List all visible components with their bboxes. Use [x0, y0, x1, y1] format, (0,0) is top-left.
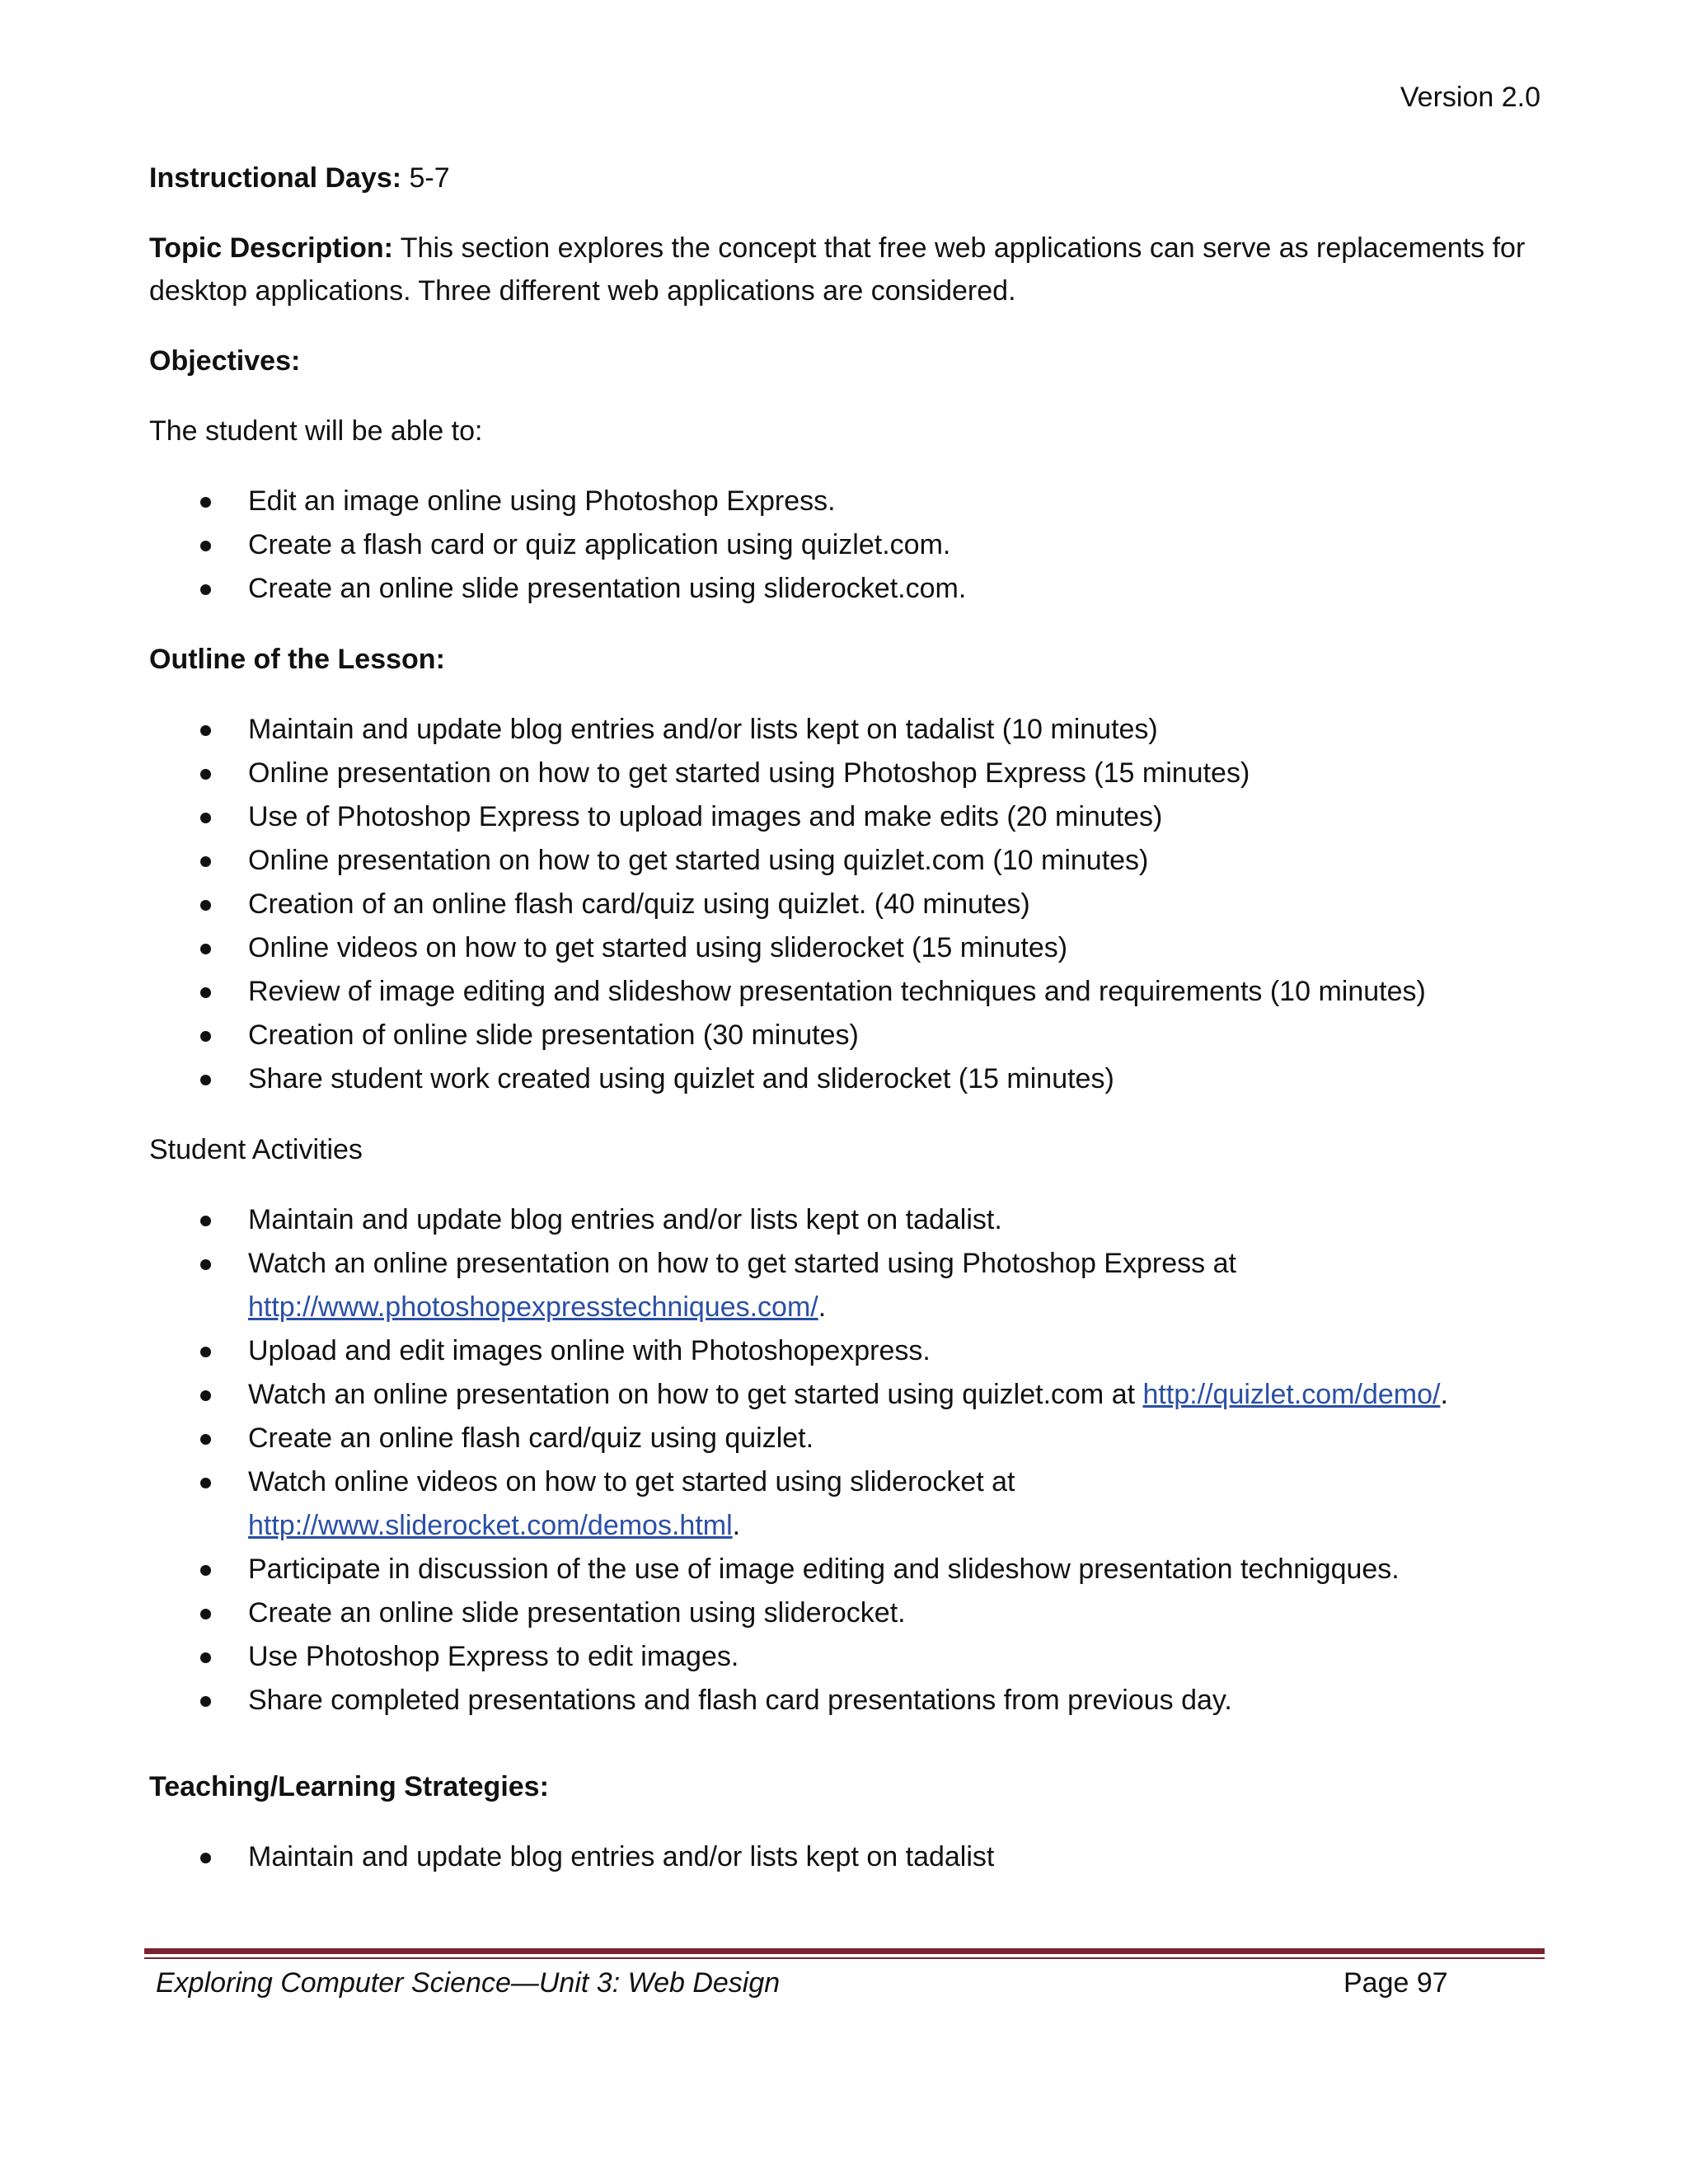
strategies-list: [149, 1835, 1542, 1879]
list-item: [149, 708, 1542, 752]
list-item: [149, 1591, 1542, 1635]
quizlet-demo-link[interactable]: http://quizlet.com/demo/: [1142, 1379, 1441, 1410]
bullet-icon: [200, 769, 211, 780]
version-label: Version 2.0: [1400, 82, 1540, 113]
bullet-icon: [200, 1434, 211, 1445]
list-item-text: Create an online slide presentation using sliderocket.com.: [248, 573, 967, 604]
bullet-icon: [200, 1609, 211, 1619]
instructional-days-label: Instructional Days:: [149, 162, 402, 194]
bullet-icon: [200, 1652, 211, 1663]
bullet-icon: [200, 1347, 211, 1357]
list-item: [149, 567, 1542, 611]
bullet-icon: [200, 900, 211, 911]
page-content: [149, 157, 1542, 1906]
topic-description-label: Topic Description:: [149, 232, 393, 264]
bullet-icon: [200, 1031, 211, 1042]
instructional-days-value: 5-7: [401, 162, 450, 194]
list-item: [149, 480, 1542, 523]
list-item: [149, 926, 1542, 970]
list-item-text: Upload and edit images online with Photoshopexpress.: [248, 1335, 931, 1366]
list-item: [149, 1548, 1542, 1591]
objectives-intro: The student will be able to:: [149, 415, 483, 447]
list-item: [149, 795, 1542, 839]
footer-divider: [144, 1948, 1545, 1954]
bullet-icon: [200, 813, 211, 823]
list-item-text: Share student work created using quizlet and sliderocket (15 minutes): [248, 1063, 1114, 1094]
list-item: [149, 1057, 1542, 1101]
bullet-icon: [200, 1216, 211, 1226]
list-item: [149, 1329, 1542, 1373]
bullet-icon: [200, 1390, 211, 1401]
list-item: [149, 1198, 1542, 1242]
list-item-text: Watch an online presentation on how to get started using Photoshop Express at: [248, 1248, 1236, 1279]
list-item-text: Create an online slide presentation using sliderocket.: [248, 1597, 906, 1629]
list-item: [149, 839, 1542, 883]
objectives-heading: Objectives:: [149, 345, 301, 377]
footer-divider-thin: [144, 1957, 1545, 1959]
photoshop-express-link[interactable]: http://www.photoshopexpresstechniques.com/: [248, 1291, 818, 1323]
bullet-icon: [200, 987, 211, 998]
list-item-end: .: [818, 1291, 827, 1323]
list-item: [149, 1679, 1542, 1722]
list-item-text: Create an online flash card/quiz using quizlet.: [248, 1422, 814, 1454]
list-item-text: Maintain and update blog entries and/or lists kept on tadalist: [248, 1841, 995, 1872]
list-item: [149, 883, 1542, 926]
instructional-days: [149, 157, 1542, 199]
list-item-text: Share completed presentations and flash card presentations from previous day.: [248, 1685, 1232, 1716]
outline-list: [149, 708, 1542, 1101]
list-item-text: Use Photoshop Express to edit images.: [248, 1641, 739, 1672]
list-item-text: Participate in discussion of the use of image editing and slideshow presentation technigques.: [248, 1554, 1400, 1585]
objectives-list: [149, 480, 1542, 611]
bullet-icon: [200, 584, 211, 595]
list-item: [149, 1635, 1542, 1679]
list-item-end: .: [732, 1510, 741, 1541]
student-activities-heading: Student Activities: [149, 1134, 363, 1165]
list-item-text: Creation of an online flash card/quiz using quizlet. (40 minutes): [248, 888, 1030, 920]
bullet-icon: [200, 944, 211, 954]
bullet-icon: [200, 497, 211, 508]
bullet-icon: [200, 541, 211, 551]
list-item: [149, 1373, 1542, 1417]
list-item: [149, 1014, 1542, 1057]
bullet-icon: [200, 1565, 211, 1576]
list-item: [149, 523, 1542, 567]
list-item-text: Maintain and update blog entries and/or lists kept on tadalist.: [248, 1204, 1002, 1235]
list-item-text: Watch online videos on how to get started using sliderocket at: [248, 1466, 1015, 1497]
list-item-text: Create a flash card or quiz application using quizlet.com.: [248, 529, 951, 560]
sliderocket-demos-link[interactable]: http://www.sliderocket.com/demos.html: [248, 1510, 733, 1541]
bullet-icon: [200, 856, 211, 867]
topic-description-text: This section explores the concept that free web applications can serve as replacements for desktop applications. Three different web applications are considered.: [149, 232, 1526, 307]
bullet-icon: [200, 1259, 211, 1270]
list-item-text: Use of Photoshop Express to upload images and make edits (20 minutes): [248, 801, 1163, 832]
list-item-text: Review of image editing and slideshow presentation techniques and requirements (10 minutes): [248, 976, 1426, 1007]
bullet-icon: [200, 1075, 211, 1085]
page-number: Page 97: [1343, 1967, 1448, 1999]
list-item-text: Online videos on how to get started using sliderocket (15 minutes): [248, 932, 1068, 963]
list-item: [149, 1242, 1542, 1329]
list-item-text: Online presentation on how to get started using Photoshop Express (15 minutes): [248, 757, 1250, 789]
strategies-heading: Teaching/Learning Strategies:: [149, 1771, 549, 1802]
footer-title: Exploring Computer Science—Unit 3: Web Design: [156, 1967, 781, 1999]
list-item-text: Online presentation on how to get started using quizlet.com (10 minutes): [248, 845, 1149, 876]
list-item: [149, 970, 1542, 1014]
list-item: [149, 1460, 1542, 1548]
list-item: [149, 1417, 1542, 1460]
student-activities-list: [149, 1198, 1542, 1722]
list-item-text: Maintain and update blog entries and/or lists kept on tadalist (10 minutes): [248, 714, 1158, 745]
list-item-end: .: [1440, 1379, 1448, 1410]
list-item: [149, 752, 1542, 795]
bullet-icon: [200, 725, 211, 736]
bullet-icon: [200, 1696, 211, 1707]
bullet-icon: [200, 1853, 211, 1863]
list-item-text: Watch an online presentation on how to get started using quizlet.com at: [248, 1379, 1143, 1410]
list-item: [149, 1835, 1542, 1879]
list-item-text: Creation of online slide presentation (30 minutes): [248, 1019, 859, 1051]
bullet-icon: [200, 1478, 211, 1488]
topic-description: [149, 227, 1542, 312]
outline-heading: Outline of the Lesson:: [149, 644, 445, 675]
list-item-text: Edit an image online using Photoshop Express.: [248, 485, 836, 517]
